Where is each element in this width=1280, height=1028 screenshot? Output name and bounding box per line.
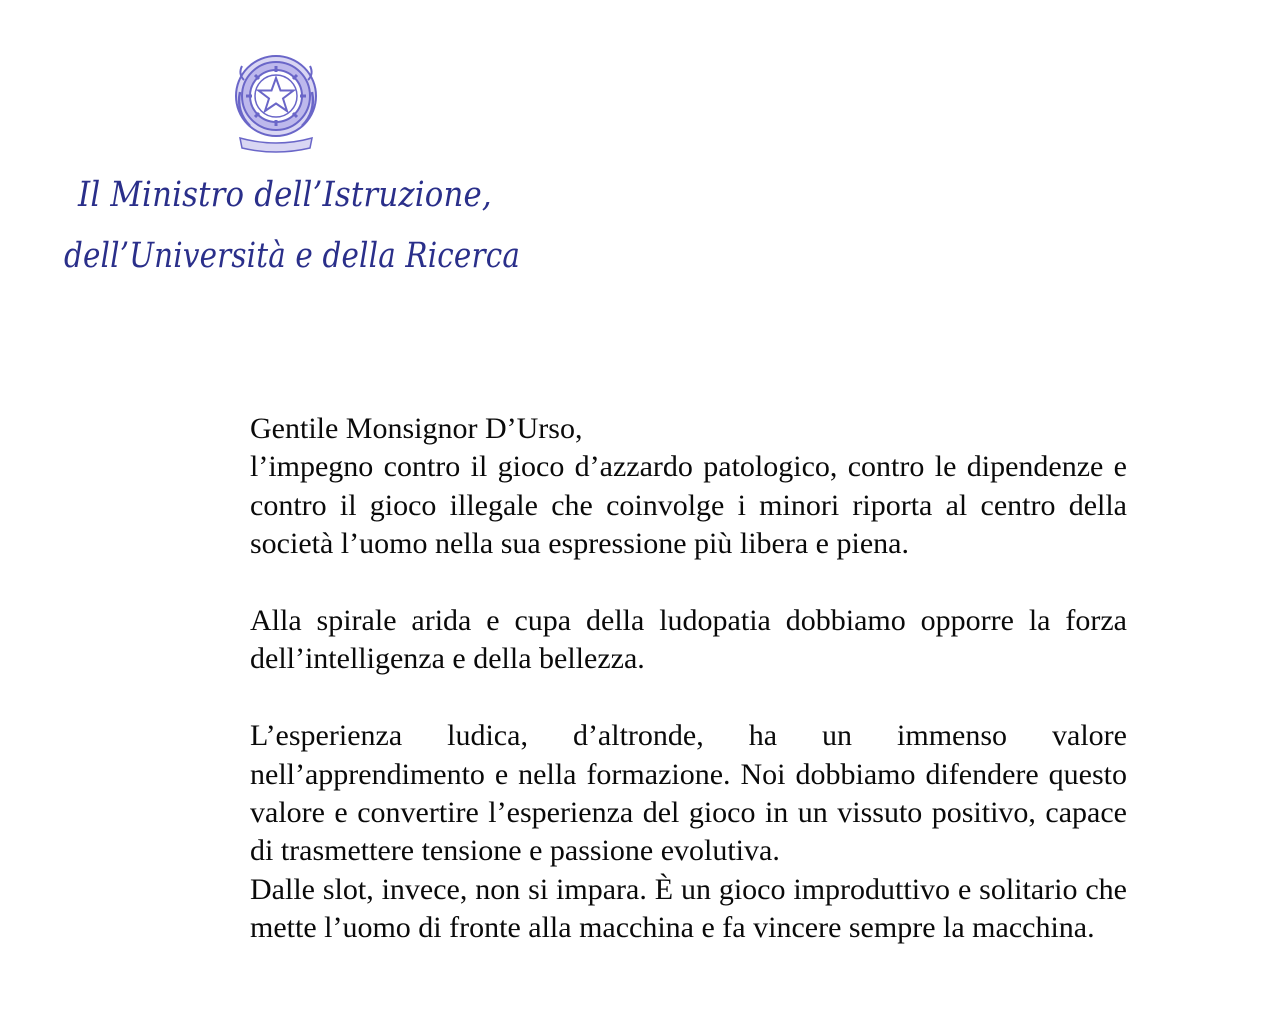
letter-paragraph-2: Alla spirale arida e cupa della ludopatia dobbiamo opporre la forza dell’intelligenza e della bellezza.: [250, 604, 1127, 676]
letterhead-title-line-1: Il Ministro dell’Istruzione,: [78, 175, 492, 215]
letter-paragraph-4: Dalle slot, invece, non si impara. È un gioco improduttivo e solitario che mette l’uomo di fronte alla macchina e fa vincere sempre la macchina.: [250, 872, 1127, 945]
italian-republic-emblem-icon: [228, 52, 324, 158]
letter-body: [250, 410, 1127, 948]
letterhead-title-line-2: dell’Università e della Ricerca: [64, 236, 521, 276]
letter-paragraph-3: L’esperienza ludica, d’altronde, ha un immenso valore nell’apprendimento e nella formazione. Noi dobbiamo difendere questo valore e convertire l’esperienza del gioco in un vissuto positivo, capace di trasmettere tensione e passione evolutiva.: [250, 719, 1127, 868]
letter-paragraph-1: l’impegno contro il gioco d’azzardo patologico, contro le dipendenze e contro il gioco illegale che coinvolge i minori riporta al centro della società l’uomo nella sua espressione più libera e piena.: [250, 450, 1127, 561]
letter-salutation: Gentile Monsignor D’Urso,: [250, 412, 583, 445]
